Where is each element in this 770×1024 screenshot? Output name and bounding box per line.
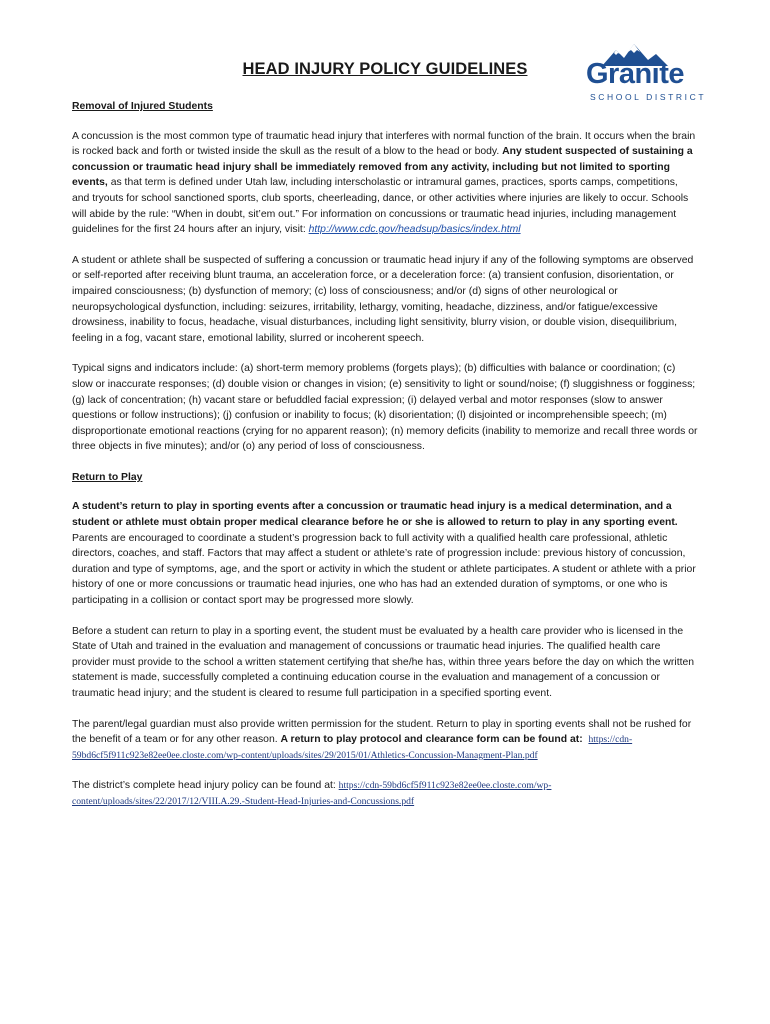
document-body xyxy=(72,99,698,825)
paragraph-district-policy: The district’s complete head injury policy can be found at: https://cdn-59bd6cf5f911c923e82ee0ee.closte.com/wp-content/uploads/sites/22/2017/12/VIII.A.29.-Student-Head-Injuries-and-Concussions.pdf xyxy=(72,780,552,807)
district-policy-link[interactable]: https://cdn-59bd6cf5f911c923e82ee0ee.closte.com/wp-content/uploads/sites/22/2017/12/VIII.A.29.-Student-Head-Injuries-and-Concussions.pdf xyxy=(72,780,552,807)
paragraph-concussion-definition: A concussion is the most common type of traumatic head injury that interferes with normal function of the brain. It occurs when the brain is rocked back and forth or twisted inside the skull as the result of a blow to the head or body. Any student suspected of sustaining a concussion or traumatic head injury shall be immediately removed from any activity, including but not limited to sporting events, as that term is defined under Utah law, including interscholastic or intramural games, practices, sports camps, competitions, and tryouts for school sanctioned sports, club sports, cheerleading, dance, or other activities where injuries are likely to occur. Schools will abide by the rule: “When in doubt, sit’em out.” For information on concussions or traumatic head injuries, including management guidelines for the first 24 hours after an injury, visit: http://www.cdc.gov/headsup/basics/index.html xyxy=(72,130,696,236)
protocol-form-link[interactable]: https://cdn-59bd6cf5f911c923e82ee0ee.closte.com/wp-content/uploads/sites/29/2015/01/Athletics-Concussion-Managment-Plan.pdf xyxy=(72,734,633,761)
paragraph-return-determination: A student’s return to play in sporting events after a concussion or traumatic head injury is a medical determination, and a student or athlete must obtain proper medical clearance before he or she is allowed to return to play in any sporting event. Parents are encouraged to coordinate a student’s progression back to full activity with a qualified health care professional, athletic directors, coaches, and staff. Factors that may affect a student or athlete’s rate of progression include: previous history of concussion, duration and type of symptoms, age, and the sport or activity in which the student or athlete participates. A student or athlete with a prior history of one or more concussions or traumatic head injuries, one who has had an extended duration of symptoms, or one who is participating in a collision or contact sport may be progressed more slowly. xyxy=(72,501,696,607)
paragraph-typical-signs: Typical signs and indicators include: (a) short-term memory problems (forgets plays); (b) difficulties with balance or coordination; (c) slow or inaccurate responses; (d) double vision or changes in vision; (e) sensitivity to light or sound/noise; (f) sluggishness or fogginess; (g) lack of concentration; (h) vacant stare or befuddled facial expression; (i) delayed verbal and motor responses (slow to answer questions or follow instructions); (j) confusion or inability to focus; (k) disorientation; (l) disjointed or incomprehensible speech; (m) disproportionate emotional reactions (crying for no apparent reason); (n) memory deficits (inability to memorize and recall three words or three objects in five minutes); and/or (o) any period of loss of consciousness. xyxy=(72,363,698,453)
cdc-headsup-link[interactable]: http://www.cdc.gov/headsup/basics/index.html xyxy=(308,224,521,236)
page-title: HEAD INJURY POLICY GUIDELINES xyxy=(242,60,528,78)
return-rule: A student’s return to play in sporting events after a concussion or traumatic head injury is a medical determination, and a student or athlete must obtain proper medical clearance before he or she is allowed to return to play in any sporting event. xyxy=(72,501,678,529)
paragraph-parent-permission: The parent/legal guardian must also provide written permission for the student. Return to play in sporting events shall not be rushed for the benefit of a team or for any other reason. A return to play protocol and clearance form can be found at: https://cdn-59bd6cf5f911c923e82ee0ee.closte.com/wp-content/uploads/sites/29/2015/01/Athletics-Concussion-Managment-Plan.pdf xyxy=(72,718,692,761)
logo-subtitle: SCHOOL DISTRICT xyxy=(590,92,707,102)
logo-wordmark: Granite xyxy=(586,58,685,90)
granite-school-district-logo xyxy=(582,40,707,106)
section-heading-return: Return to Play xyxy=(72,471,143,483)
protocol-form-note: A return to play protocol and clearance form can be found at: xyxy=(280,734,583,746)
paragraph-suspected-symptoms: A student or athlete shall be suspected of suffering a concussion or traumatic head injury if any of the following symptoms are observed or self-reported after receiving blunt trauma, an acceleration force, or a deceleration force: (a) transient confusion, disorientation, or impaired consciousness; (b) dysfunction of memory; (c) loss of consciousness; and/or (d) signs of other neurological or neuropsychological dysfunction, including: seizures, irritability, lethargy, vomiting, headache, dizziness, and/or fatigue/excessive drowsiness, inability to focus, headache, visual disturbances, including light sensitivity, blurry vision, or double vision, disequilibrium, feeling in a fog, vacant stare, emotional lability, slurred or incoherent speech. xyxy=(72,254,694,344)
removal-rule: Any student suspected of sustaining a concussion or traumatic head injury shall be immediately removed from any activity, including but not limited to sporting events, xyxy=(72,146,693,189)
paragraph-provider-evaluation: Before a student can return to play in a sporting event, the student must be evaluated by a health care provider who is licensed in the State of Utah and trained in the evaluation and management of concussions or traumatic head injuries. The qualified health care provider must provide to the school a written statement certifying that she/he has, within three years before the day on which the written statement is made, successfully completed a continuing education course in the evaluation and management of a concussion or traumatic head injury; and the student is cleared to resume full participation in a specified sporting event. xyxy=(72,625,695,699)
section-heading-removal: Removal of Injured Students xyxy=(72,101,213,112)
